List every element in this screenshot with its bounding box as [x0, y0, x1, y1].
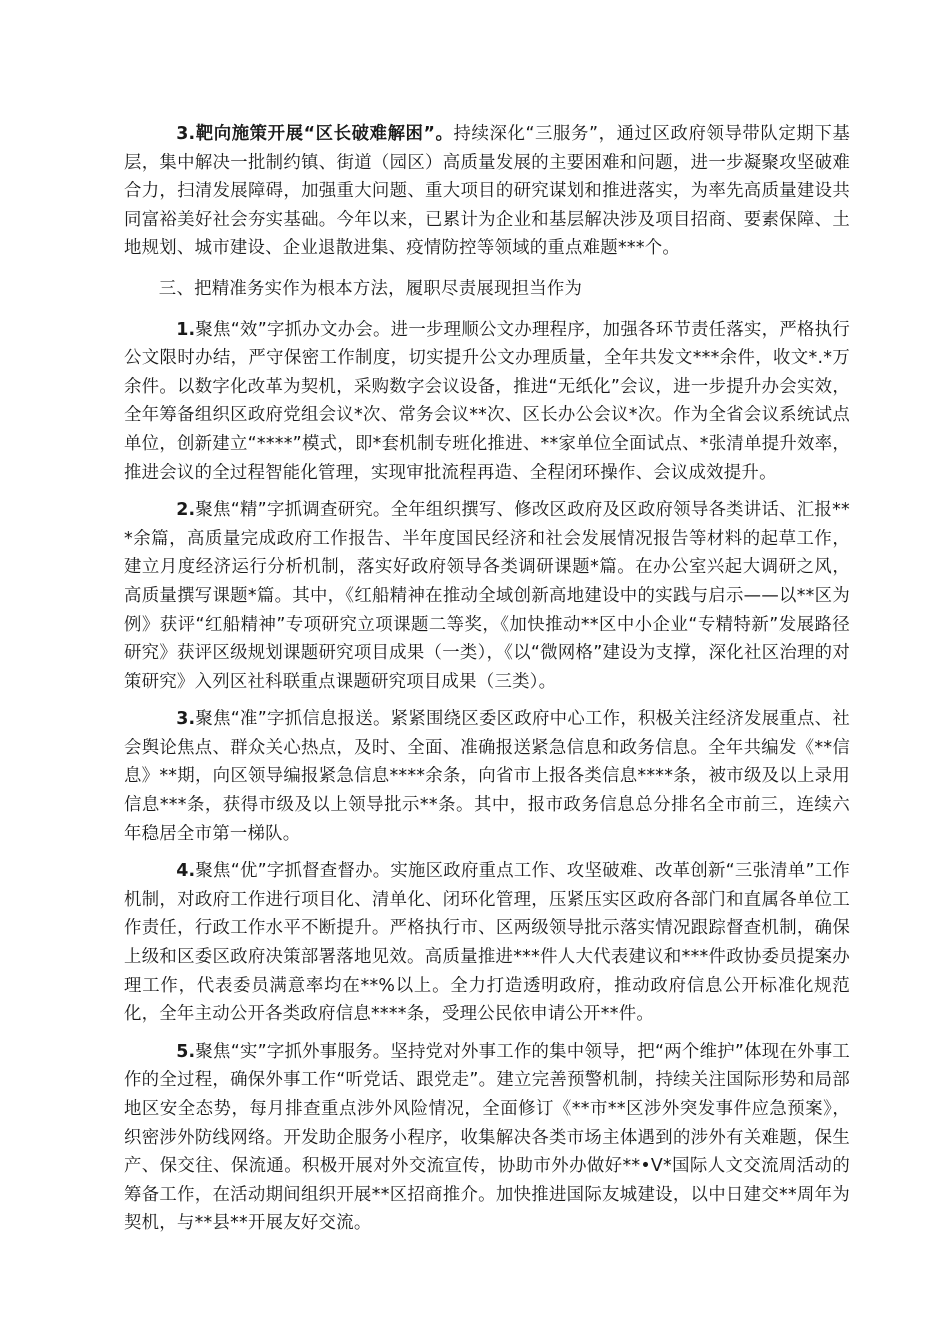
item-body: 持续深化“三服务”，通过区政府领导带队定期下基层，集中解决一批制约镇、街道（园区）高质量发展的主要困难和问题，进一步凝聚攻坚破难合力，扫清发展障碍，加强重大问题、重大项目的研究谋划和推进落实，为率先高质量建设共同富裕美好社会夯实基础。今年以来，已累计为企业和基层解决涉及项目招商、要素保障、土地规划、城市建设、企业退散进集、疫情防控等领域的重点难题***个。	[124, 124, 850, 259]
item-number: 3.	[176, 709, 196, 730]
paragraph-information	[124, 705, 850, 848]
item-body: 全年组织撰写、修改区政府及区政府领导各类讲话、汇报***余篇，高质量完成政府工作报告、半年度国民经济和社会发展情况报告等材料的起草工作，建立月度经济运行分析机制，落实好政府领导各类调研课题*篇。在办公室兴起大调研之风，高质量撰写课题*篇。其中，《红船精神在推动全域创新高地建设中的实践与启示——以**区为例》获评“红船精神”专项研究立项课题二等奖，《加快推动**区中小企业“专精特新”发展路径研究》获评区级规划课题研究项目成果（一类），《以“微网格”建设为支撑，深化社区治理的对策研究》入列区社科联重点课题研究项目成果（三类）。	[124, 500, 850, 692]
item-title: 聚焦“准”字抓信息报送。	[195, 709, 391, 730]
item-number: 3.	[176, 124, 196, 144]
document-body	[124, 120, 850, 1238]
item-title: 聚焦“效”字抓办文办会。	[195, 319, 391, 340]
item-number: 5.	[176, 1041, 196, 1062]
paragraph-document-meetings	[124, 316, 850, 488]
paragraph-research	[124, 496, 850, 696]
paragraph-poverty-solving	[124, 120, 850, 263]
item-body: 坚持党对外事工作的集中领导，把“两个维护”体现在外事工作的全过程，确保外事工作“听党话、跟党走”。建立完善预警机制，持续关注国际形势和局部地区安全态势，每月排查重点涉外风险情况，全面修订《**市**区涉外突发事件应急预案》，织密涉外防线网络。开发助企服务小程序，收集解决各类市场主体遇到的涉外有关难题，保生产、保交往、保流通。积极开展对外交流宣传，协助市外办做好**•V*国际人文交流周活动的筹备工作，在活动期间组织开展**区招商推介。加快推进国际友城建设，以中日建交**周年为契机，与**县**开展友好交流。	[124, 1041, 850, 1234]
item-number: 4.	[176, 861, 196, 882]
item-title: 聚焦“实”字抓外事服务。	[195, 1041, 391, 1062]
paragraph-supervision	[124, 857, 850, 1029]
item-body: 进一步理顺公文办理程序，加强各环节责任落实，严格执行公文限时办结，严守保密工作制度，切实提升公文办理质量，全年共发文***余件，收文*.*万余件。以数字化改革为契机，采购数字会议设备，推进“无纸化”会议，进一步提升办会实效，全年筹备组织区政府党组会议*次、常务会议**次、区长办公会议*次。作为全省会议系统试点单位，创新建立“****”模式，即*套机制专班化推进、**家单位全面试点、*张清单提升效率，推进会议的全过程智能化管理，实现审批流程再造、全程闭环操作、会议成效提升。	[124, 319, 850, 483]
item-title: 靶向施策开展“区长破难解困”。	[195, 124, 454, 144]
item-number: 1.	[176, 319, 196, 340]
item-body: 实施区政府重点工作、攻坚破难、改革创新“三张清单”工作机制，对政府工作进行项目化、清单化、闭环化管理，压紧压实区政府各部门和直属各单位工作责任，行政工作水平不断提升。严格执行市、区两级领导批示落实情况跟踪督查机制，确保上级和区委区政府决策部署落地见效。高质量推进***件人大代表建议和***件政协委员提案办理工作，代表委员满意率均在**%以上。全力打造透明政府，推动政府信息公开标准化规范化，全年主动公开各类政府信息****条，受理公民依申请公开**件。	[124, 861, 850, 1025]
item-title: 聚焦“精”字抓调查研究。	[195, 500, 391, 521]
section-heading: 三、把精准务实作为根本方法，履职尽责展现担当作为	[158, 278, 583, 299]
item-body: 紧紧围绕区委区政府中心工作，积极关注经济发展重点、社会舆论焦点、群众关心热点，及时、全面、准确报送紧急信息和政务信息。全年共编发《**信息》**期，向区领导编报紧急信息****余条，向省市上报各类信息****条，被市级及以上录用信息***条，获得市级及以上领导批示**条。其中，报市政务信息总分排名全市前三，连续六年稳居全市第一梯队。	[124, 709, 850, 844]
item-number: 2.	[176, 500, 196, 521]
item-title: 聚焦“优”字抓督查督办。	[195, 861, 391, 882]
paragraph-foreign-affairs	[124, 1038, 850, 1238]
